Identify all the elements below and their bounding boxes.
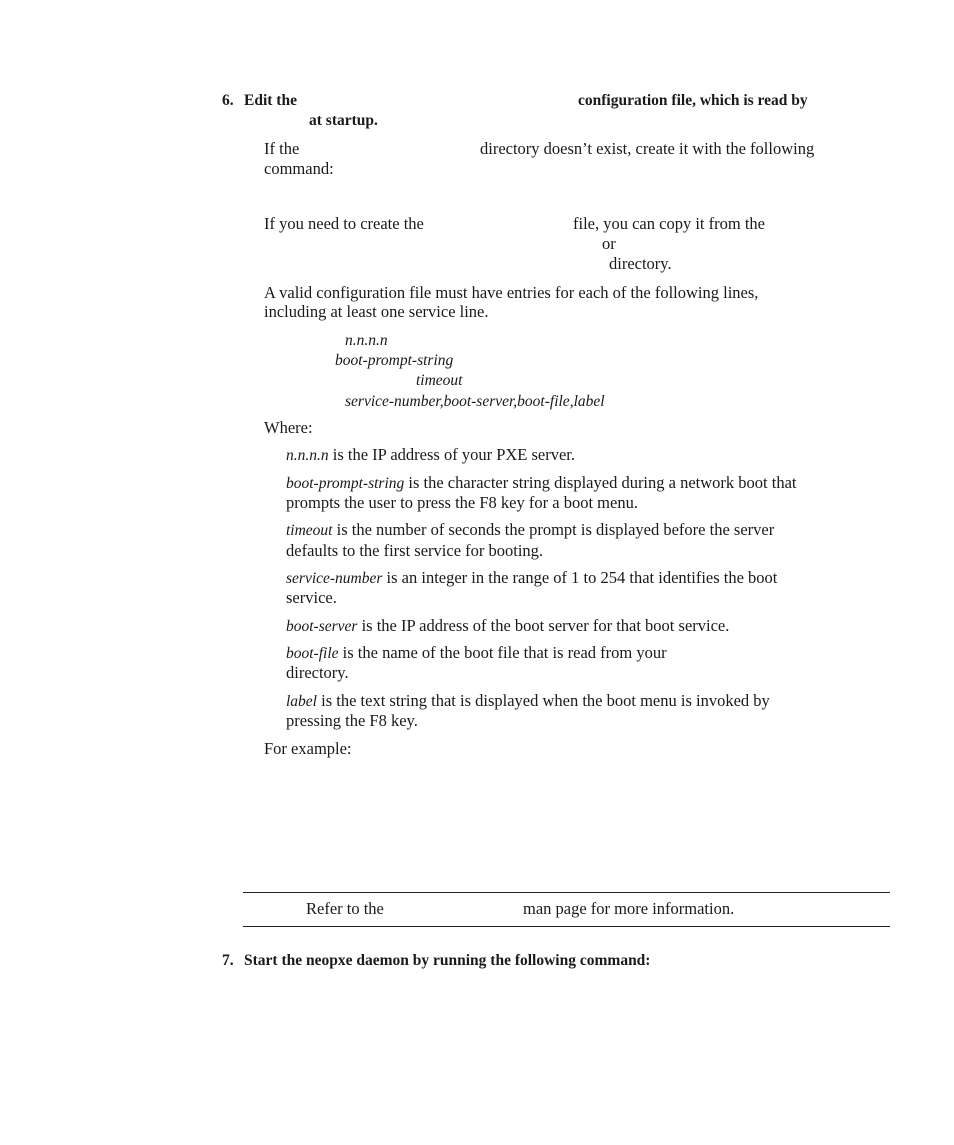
valid-config-line-1: A valid configuration file must have entries for each of the following lines,: [264, 283, 759, 302]
definition-prompt: [286, 473, 797, 494]
config-line-service: service-number,boot-server,boot-file,label: [345, 393, 605, 410]
definition-text: is the character string displayed during a network boot that: [404, 473, 797, 492]
definition-boot-server: [286, 616, 729, 637]
definition-boot-file: [286, 643, 667, 664]
definition-text: is the name of the boot file that is read from your: [338, 643, 667, 662]
definition-label-line-2: pressing the F8 key.: [286, 711, 418, 730]
example-label: For example:: [264, 739, 352, 758]
definition-term: label: [286, 693, 317, 710]
definition-label: [286, 691, 770, 712]
definition-text: is the number of seconds the prompt is displayed before the server: [332, 520, 775, 539]
definition-term: boot-file: [286, 645, 339, 662]
copy-file-or: or: [602, 234, 616, 253]
note-text-end: man page for more information.: [523, 899, 735, 918]
definition-text: is the text string that is displayed when the boot menu is invoked by: [317, 691, 770, 710]
config-line-prompt: boot-prompt-string: [335, 352, 454, 369]
step-7-text: Start the neopxe daemon by running the following command:: [244, 952, 651, 969]
definition-timeout-line-2: defaults to the first service for booting.: [286, 541, 544, 560]
definition-text: is an integer in the range of 1 to 254 that identifies the boot: [382, 568, 778, 587]
step-6-text-mid: configuration file, which is read by: [578, 92, 808, 109]
definition-term: boot-server: [286, 618, 358, 635]
note-text-start: Refer to the: [306, 899, 384, 918]
step-6-text-start: Edit the: [244, 92, 297, 109]
step-7-number: 7.: [222, 952, 234, 969]
definition-text: is the IP address of your PXE server.: [328, 445, 576, 464]
definition-term: service-number: [286, 570, 383, 587]
if-dir-text-start: If the: [264, 139, 300, 158]
copy-file-text-mid: file, you can copy it from the: [573, 214, 765, 233]
copy-file-directory: directory.: [609, 254, 672, 273]
step-6-text-end: at startup.: [309, 112, 378, 129]
where-label: Where:: [264, 418, 313, 437]
note-top-rule: [243, 892, 890, 893]
definition-term: timeout: [286, 522, 333, 539]
definition-boot-file-line-2: directory.: [286, 663, 349, 682]
definition-service-number-line-2: service.: [286, 588, 337, 607]
definition-ip: [286, 445, 575, 466]
if-dir-text-mid: directory doesn’t exist, create it with the following: [480, 139, 815, 158]
definition-prompt-line-2: prompts the user to press the F8 key for a boot menu.: [286, 493, 638, 512]
config-line-ip: n.n.n.n: [345, 332, 388, 349]
config-line-timeout: timeout: [416, 372, 463, 389]
definition-term: boot-prompt-string: [286, 475, 405, 492]
copy-file-text-start: If you need to create the: [264, 214, 424, 233]
definition-timeout: [286, 520, 774, 541]
definition-term: n.n.n.n: [286, 447, 329, 464]
valid-config-line-2: including at least one service line.: [264, 302, 489, 321]
definition-service-number: [286, 568, 777, 589]
note-bottom-rule: [243, 926, 890, 927]
if-dir-text-end: command:: [264, 159, 334, 178]
definition-text: is the IP address of the boot server for that boot service.: [357, 616, 730, 635]
step-6-number: 6.: [222, 92, 234, 109]
